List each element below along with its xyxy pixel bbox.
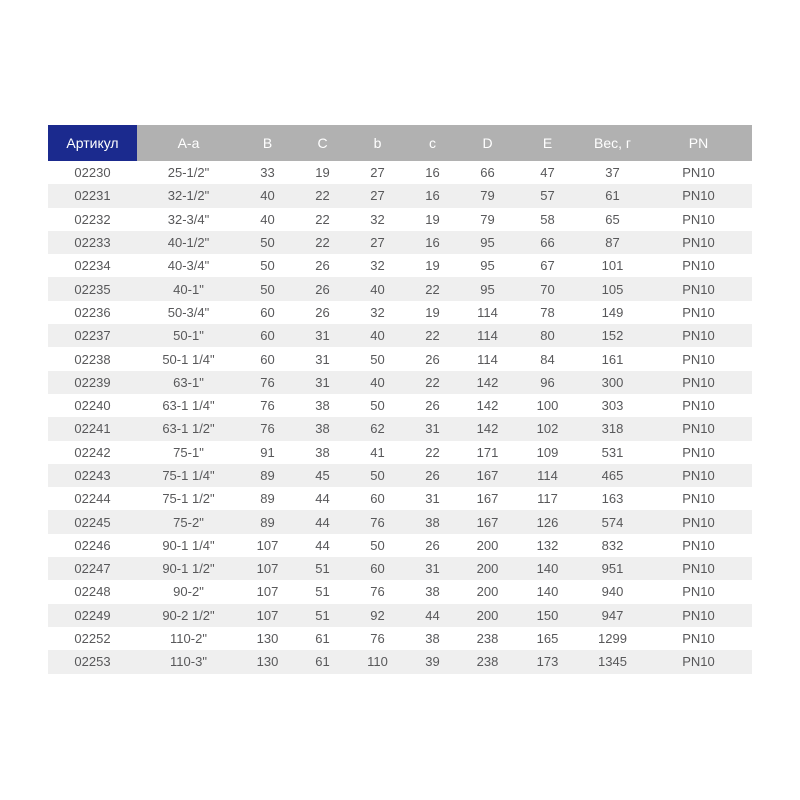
cell-E: 47 — [515, 161, 580, 184]
cell-c: 26 — [405, 347, 460, 370]
cell-PN: PN10 — [645, 301, 752, 324]
cell-artikul: 02233 — [48, 231, 137, 254]
cell-C: 44 — [295, 510, 350, 533]
cell-C: 31 — [295, 371, 350, 394]
cell-PN: PN10 — [645, 347, 752, 370]
cell-D: 95 — [460, 254, 515, 277]
table-row — [48, 534, 752, 557]
cell-a-a: 40-1/2" — [137, 231, 240, 254]
cell-C: 26 — [295, 277, 350, 300]
cell-PN: PN10 — [645, 371, 752, 394]
cell-PN: PN10 — [645, 464, 752, 487]
cell-b: 76 — [350, 627, 405, 650]
cell-E: 150 — [515, 604, 580, 627]
cell-B: 89 — [240, 464, 295, 487]
cell-D: 114 — [460, 324, 515, 347]
table-row — [48, 347, 752, 370]
cell-ves: 574 — [580, 510, 645, 533]
cell-ves: 65 — [580, 208, 645, 231]
cell-ves: 832 — [580, 534, 645, 557]
cell-PN: PN10 — [645, 534, 752, 557]
table-row — [48, 557, 752, 580]
cell-B: 60 — [240, 347, 295, 370]
cell-ves: 303 — [580, 394, 645, 417]
cell-PN: PN10 — [645, 277, 752, 300]
cell-c: 39 — [405, 650, 460, 673]
cell-b: 27 — [350, 231, 405, 254]
cell-E: 84 — [515, 347, 580, 370]
table-row — [48, 324, 752, 347]
cell-C: 38 — [295, 417, 350, 440]
column-header-c: c — [405, 125, 460, 161]
cell-artikul: 02244 — [48, 487, 137, 510]
cell-ves: 947 — [580, 604, 645, 627]
table-row — [48, 184, 752, 207]
cell-PN: PN10 — [645, 161, 752, 184]
cell-ves: 105 — [580, 277, 645, 300]
cell-c: 22 — [405, 441, 460, 464]
column-header-PN: PN — [645, 125, 752, 161]
table-row — [48, 650, 752, 673]
cell-PN: PN10 — [645, 417, 752, 440]
table-row — [48, 231, 752, 254]
table-row — [48, 441, 752, 464]
cell-c: 31 — [405, 417, 460, 440]
cell-a-a: 75-1" — [137, 441, 240, 464]
cell-a-a: 40-3/4" — [137, 254, 240, 277]
cell-E: 78 — [515, 301, 580, 324]
cell-artikul: 02237 — [48, 324, 137, 347]
cell-PN: PN10 — [645, 510, 752, 533]
cell-c: 26 — [405, 394, 460, 417]
cell-E: 66 — [515, 231, 580, 254]
column-header-C: C — [295, 125, 350, 161]
cell-PN: PN10 — [645, 650, 752, 673]
cell-PN: PN10 — [645, 208, 752, 231]
cell-C: 61 — [295, 650, 350, 673]
cell-c: 19 — [405, 301, 460, 324]
cell-a-a: 40-1" — [137, 277, 240, 300]
cell-E: 114 — [515, 464, 580, 487]
cell-c: 26 — [405, 534, 460, 557]
cell-artikul: 02230 — [48, 161, 137, 184]
column-header-ves: Вес, г — [580, 125, 645, 161]
cell-c: 19 — [405, 254, 460, 277]
cell-E: 80 — [515, 324, 580, 347]
cell-ves: 152 — [580, 324, 645, 347]
cell-ves: 1345 — [580, 650, 645, 673]
cell-c: 31 — [405, 557, 460, 580]
cell-a-a: 32-1/2" — [137, 184, 240, 207]
cell-B: 50 — [240, 231, 295, 254]
cell-artikul: 02243 — [48, 464, 137, 487]
cell-B: 107 — [240, 557, 295, 580]
cell-ves: 161 — [580, 347, 645, 370]
cell-E: 140 — [515, 580, 580, 603]
cell-c: 16 — [405, 184, 460, 207]
spec-table-body — [48, 161, 752, 674]
cell-artikul: 02245 — [48, 510, 137, 533]
cell-C: 44 — [295, 534, 350, 557]
cell-artikul: 02246 — [48, 534, 137, 557]
cell-b: 50 — [350, 394, 405, 417]
cell-artikul: 02239 — [48, 371, 137, 394]
cell-E: 96 — [515, 371, 580, 394]
cell-ves: 940 — [580, 580, 645, 603]
cell-C: 38 — [295, 441, 350, 464]
cell-c: 38 — [405, 580, 460, 603]
cell-D: 200 — [460, 557, 515, 580]
cell-ves: 531 — [580, 441, 645, 464]
cell-B: 76 — [240, 394, 295, 417]
column-header-B: B — [240, 125, 295, 161]
cell-artikul: 02241 — [48, 417, 137, 440]
cell-PN: PN10 — [645, 254, 752, 277]
cell-PN: PN10 — [645, 324, 752, 347]
cell-B: 40 — [240, 184, 295, 207]
cell-D: 200 — [460, 580, 515, 603]
cell-ves: 163 — [580, 487, 645, 510]
cell-E: 100 — [515, 394, 580, 417]
cell-ves: 61 — [580, 184, 645, 207]
cell-E: 126 — [515, 510, 580, 533]
table-row — [48, 627, 752, 650]
cell-artikul: 02234 — [48, 254, 137, 277]
cell-a-a: 63-1" — [137, 371, 240, 394]
cell-artikul: 02235 — [48, 277, 137, 300]
cell-b: 32 — [350, 301, 405, 324]
cell-c: 22 — [405, 371, 460, 394]
cell-b: 76 — [350, 580, 405, 603]
column-header-b: b — [350, 125, 405, 161]
cell-a-a: 50-3/4" — [137, 301, 240, 324]
cell-artikul: 02240 — [48, 394, 137, 417]
table-header-row — [48, 125, 752, 161]
cell-D: 167 — [460, 487, 515, 510]
cell-D: 95 — [460, 231, 515, 254]
cell-D: 79 — [460, 208, 515, 231]
table-row — [48, 161, 752, 184]
cell-B: 76 — [240, 371, 295, 394]
cell-a-a: 75-1 1/4" — [137, 464, 240, 487]
cell-D: 200 — [460, 534, 515, 557]
cell-a-a: 50-1" — [137, 324, 240, 347]
cell-B: 50 — [240, 254, 295, 277]
table-row — [48, 417, 752, 440]
cell-ves: 465 — [580, 464, 645, 487]
cell-D: 79 — [460, 184, 515, 207]
cell-a-a: 63-1 1/4" — [137, 394, 240, 417]
cell-C: 44 — [295, 487, 350, 510]
cell-a-a: 50-1 1/4" — [137, 347, 240, 370]
cell-artikul: 02249 — [48, 604, 137, 627]
cell-a-a: 90-1 1/4" — [137, 534, 240, 557]
cell-B: 130 — [240, 627, 295, 650]
cell-c: 19 — [405, 208, 460, 231]
cell-E: 117 — [515, 487, 580, 510]
cell-E: 102 — [515, 417, 580, 440]
cell-a-a: 110-2" — [137, 627, 240, 650]
cell-B: 33 — [240, 161, 295, 184]
cell-c: 44 — [405, 604, 460, 627]
cell-B: 76 — [240, 417, 295, 440]
cell-D: 200 — [460, 604, 515, 627]
cell-ves: 318 — [580, 417, 645, 440]
cell-ves: 300 — [580, 371, 645, 394]
cell-a-a: 110-3" — [137, 650, 240, 673]
table-header — [48, 125, 752, 161]
cell-b: 41 — [350, 441, 405, 464]
column-header-a-a: A-a — [137, 125, 240, 161]
table-row — [48, 371, 752, 394]
cell-D: 167 — [460, 464, 515, 487]
cell-E: 173 — [515, 650, 580, 673]
table-row — [48, 510, 752, 533]
cell-C: 51 — [295, 557, 350, 580]
cell-b: 40 — [350, 277, 405, 300]
cell-c: 22 — [405, 324, 460, 347]
cell-PN: PN10 — [645, 231, 752, 254]
cell-D: 66 — [460, 161, 515, 184]
cell-a-a: 25-1/2" — [137, 161, 240, 184]
cell-B: 91 — [240, 441, 295, 464]
cell-E: 70 — [515, 277, 580, 300]
cell-ves: 87 — [580, 231, 645, 254]
cell-D: 171 — [460, 441, 515, 464]
cell-C: 31 — [295, 324, 350, 347]
cell-a-a: 90-1 1/2" — [137, 557, 240, 580]
cell-D: 142 — [460, 371, 515, 394]
cell-PN: PN10 — [645, 557, 752, 580]
product-spec-table — [48, 125, 752, 674]
column-header-artikul: Артикул — [48, 125, 137, 161]
cell-D: 142 — [460, 417, 515, 440]
cell-C: 26 — [295, 254, 350, 277]
cell-c: 38 — [405, 510, 460, 533]
cell-D: 114 — [460, 301, 515, 324]
cell-B: 89 — [240, 487, 295, 510]
cell-C: 61 — [295, 627, 350, 650]
cell-C: 31 — [295, 347, 350, 370]
cell-artikul: 02236 — [48, 301, 137, 324]
cell-PN: PN10 — [645, 580, 752, 603]
cell-PN: PN10 — [645, 627, 752, 650]
cell-D: 142 — [460, 394, 515, 417]
cell-artikul: 02247 — [48, 557, 137, 580]
cell-E: 58 — [515, 208, 580, 231]
cell-b: 50 — [350, 464, 405, 487]
cell-C: 22 — [295, 208, 350, 231]
cell-b: 110 — [350, 650, 405, 673]
cell-B: 60 — [240, 301, 295, 324]
cell-a-a: 32-3/4" — [137, 208, 240, 231]
cell-D: 95 — [460, 277, 515, 300]
table-row — [48, 487, 752, 510]
cell-B: 107 — [240, 534, 295, 557]
cell-a-a: 63-1 1/2" — [137, 417, 240, 440]
table-row — [48, 394, 752, 417]
cell-c: 16 — [405, 161, 460, 184]
cell-b: 32 — [350, 254, 405, 277]
cell-C: 22 — [295, 231, 350, 254]
cell-D: 114 — [460, 347, 515, 370]
cell-b: 62 — [350, 417, 405, 440]
cell-PN: PN10 — [645, 184, 752, 207]
column-header-D: D — [460, 125, 515, 161]
cell-artikul: 02242 — [48, 441, 137, 464]
cell-ves: 101 — [580, 254, 645, 277]
cell-C: 51 — [295, 604, 350, 627]
cell-B: 130 — [240, 650, 295, 673]
cell-artikul: 02253 — [48, 650, 137, 673]
cell-B: 60 — [240, 324, 295, 347]
cell-B: 107 — [240, 580, 295, 603]
cell-artikul: 02231 — [48, 184, 137, 207]
cell-ves: 1299 — [580, 627, 645, 650]
table-row — [48, 464, 752, 487]
cell-c: 22 — [405, 277, 460, 300]
cell-artikul: 02252 — [48, 627, 137, 650]
cell-artikul: 02238 — [48, 347, 137, 370]
cell-C: 38 — [295, 394, 350, 417]
cell-PN: PN10 — [645, 441, 752, 464]
cell-a-a: 90-2" — [137, 580, 240, 603]
cell-b: 27 — [350, 184, 405, 207]
cell-b: 40 — [350, 371, 405, 394]
cell-b: 50 — [350, 347, 405, 370]
cell-b: 60 — [350, 557, 405, 580]
cell-PN: PN10 — [645, 604, 752, 627]
cell-B: 107 — [240, 604, 295, 627]
cell-b: 92 — [350, 604, 405, 627]
cell-E: 57 — [515, 184, 580, 207]
cell-C: 22 — [295, 184, 350, 207]
cell-E: 132 — [515, 534, 580, 557]
table-row — [48, 580, 752, 603]
cell-E: 67 — [515, 254, 580, 277]
table-row — [48, 208, 752, 231]
cell-c: 26 — [405, 464, 460, 487]
cell-C: 45 — [295, 464, 350, 487]
cell-c: 38 — [405, 627, 460, 650]
cell-b: 32 — [350, 208, 405, 231]
table-row — [48, 277, 752, 300]
cell-B: 50 — [240, 277, 295, 300]
cell-D: 167 — [460, 510, 515, 533]
cell-D: 238 — [460, 627, 515, 650]
cell-b: 27 — [350, 161, 405, 184]
table-row — [48, 301, 752, 324]
cell-c: 16 — [405, 231, 460, 254]
cell-artikul: 02248 — [48, 580, 137, 603]
cell-b: 50 — [350, 534, 405, 557]
table-row — [48, 604, 752, 627]
cell-C: 26 — [295, 301, 350, 324]
cell-B: 40 — [240, 208, 295, 231]
cell-C: 19 — [295, 161, 350, 184]
cell-b: 40 — [350, 324, 405, 347]
cell-a-a: 90-2 1/2" — [137, 604, 240, 627]
cell-b: 76 — [350, 510, 405, 533]
cell-E: 165 — [515, 627, 580, 650]
cell-artikul: 02232 — [48, 208, 137, 231]
cell-C: 51 — [295, 580, 350, 603]
cell-ves: 951 — [580, 557, 645, 580]
cell-PN: PN10 — [645, 487, 752, 510]
cell-ves: 37 — [580, 161, 645, 184]
cell-a-a: 75-2" — [137, 510, 240, 533]
cell-D: 238 — [460, 650, 515, 673]
cell-PN: PN10 — [645, 394, 752, 417]
cell-a-a: 75-1 1/2" — [137, 487, 240, 510]
column-header-E: E — [515, 125, 580, 161]
cell-b: 60 — [350, 487, 405, 510]
cell-c: 31 — [405, 487, 460, 510]
cell-B: 89 — [240, 510, 295, 533]
cell-E: 109 — [515, 441, 580, 464]
cell-ves: 149 — [580, 301, 645, 324]
cell-E: 140 — [515, 557, 580, 580]
table-row — [48, 254, 752, 277]
